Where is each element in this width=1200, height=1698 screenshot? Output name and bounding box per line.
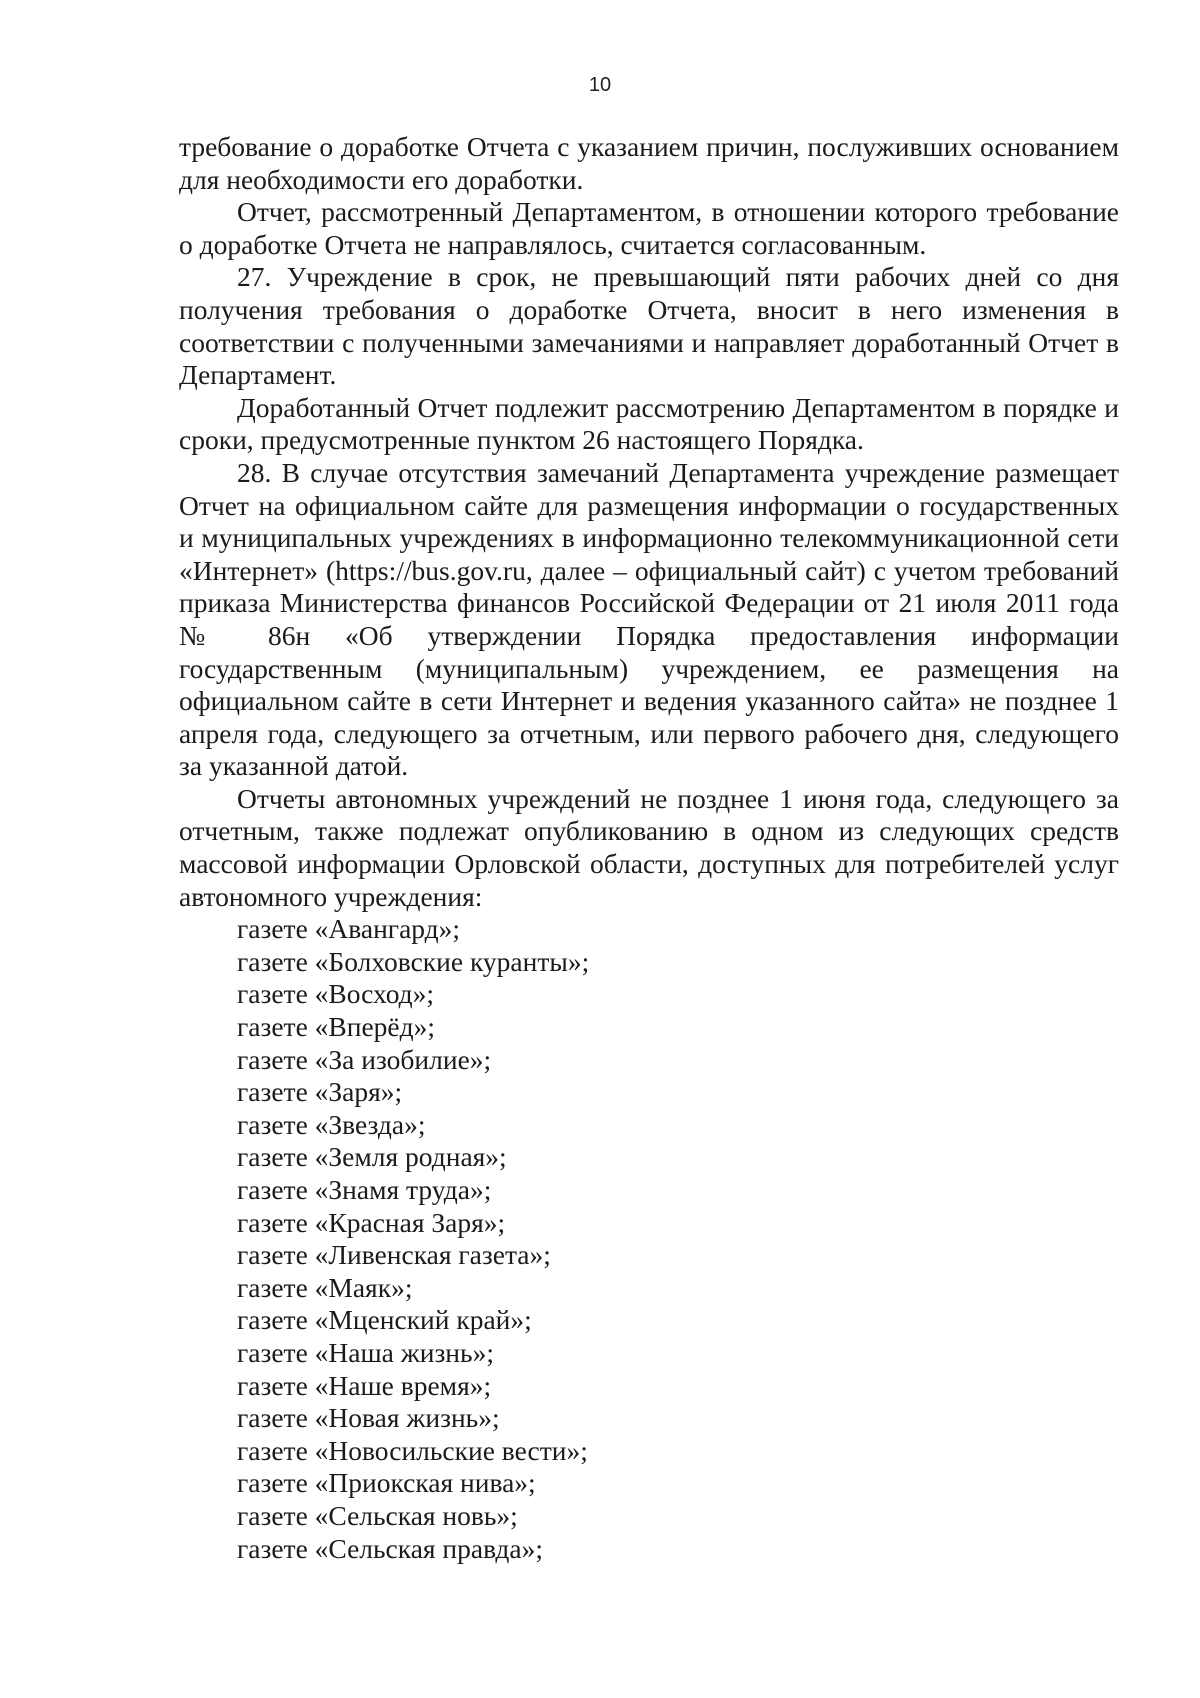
list-item: газете «Восход»; [237, 978, 435, 1010]
list-item: газете «Сельская правда»; [237, 1532, 543, 1564]
list-item: газете «Приокская нива»; [237, 1467, 536, 1499]
list-item: газете «Звезда»; [237, 1108, 426, 1140]
list-item: газете «Вперёд»; [237, 1011, 436, 1043]
document-body [179, 131, 1119, 1565]
list-item: газете «Наша жизнь»; [237, 1336, 494, 1368]
list-item: газете «Авангард»; [237, 913, 461, 945]
paragraph: требование о доработке Отчета с указанием причин, послуживших основанием для необходимости его доработки. [179, 131, 1119, 195]
list-item: газете «Маяк»; [237, 1271, 413, 1303]
list-item: газете «Новосильские вести»; [237, 1434, 588, 1466]
list-item: газете «Наше время»; [237, 1369, 492, 1401]
list-item: газете «Сельская новь»; [237, 1499, 518, 1531]
list-item: газете «Мценский край»; [237, 1304, 532, 1336]
page-number: 10 [588, 74, 612, 96]
paragraph: Отчет, рассмотренный Департаментом, в отношении которого требование о доработке Отчета не направлялось, считается согласованным. [179, 196, 1119, 260]
list-item: газете «Ливенская газета»; [237, 1239, 551, 1271]
list-item: газете «Красная Заря»; [237, 1206, 506, 1238]
paragraph: Доработанный Отчет подлежит рассмотрению Департаментом в порядке и сроки, предусмотренные пунктом 26 настоящего Порядка. [179, 391, 1119, 456]
paragraph-item-28: 28. В случае отсутствия замечаний Департамента учреждение размещает Отчет на официальном сайте для размещения информации о государственных и муниципальных учреждениях в информационно телекоммуникационной сети «Интернет» (https://bus.gov.ru, далее – официальный сайт) с учетом требований приказа Министерства финансов Российской Федерации от 21 июля 2011 года № 86н «Об утверждении Порядка предоставления информации государственным (муниципальным) учреждением, ее размещения на официальном сайте в сети Интернет и ведения указанного сайта» не позднее 1 апреля года, следующего за отчетным, или первого рабочего дня, следующего за указанной датой. [179, 456, 1119, 782]
list-item: газете «Земля родная»; [237, 1141, 507, 1173]
list-item: газете «Знамя труда»; [237, 1174, 492, 1205]
list-item: газете «За изобилие»; [237, 1043, 492, 1075]
list-item: газете «Заря»; [237, 1076, 403, 1108]
list-item: газете «Болховские куранты»; [237, 945, 590, 977]
newspaper-list [179, 913, 1119, 1565]
paragraph-item-27: 27. Учреждение в срок, не превышающий пяти рабочих дней со дня получения требования о доработке Отчета, вносит в него изменения в соответствии с полученными замечаниями и направляет доработанный Отчет в Департамент. [179, 261, 1119, 391]
paragraph: Отчеты автономных учреждений не позднее 1 июня года, следующего за отчетным, также подлежат опубликованию в одном из следующих средств массовой информации Орловской области, доступных для потребителей услуг автономного учреждения: [179, 782, 1119, 912]
list-item: газете «Новая жизнь»; [237, 1402, 500, 1434]
